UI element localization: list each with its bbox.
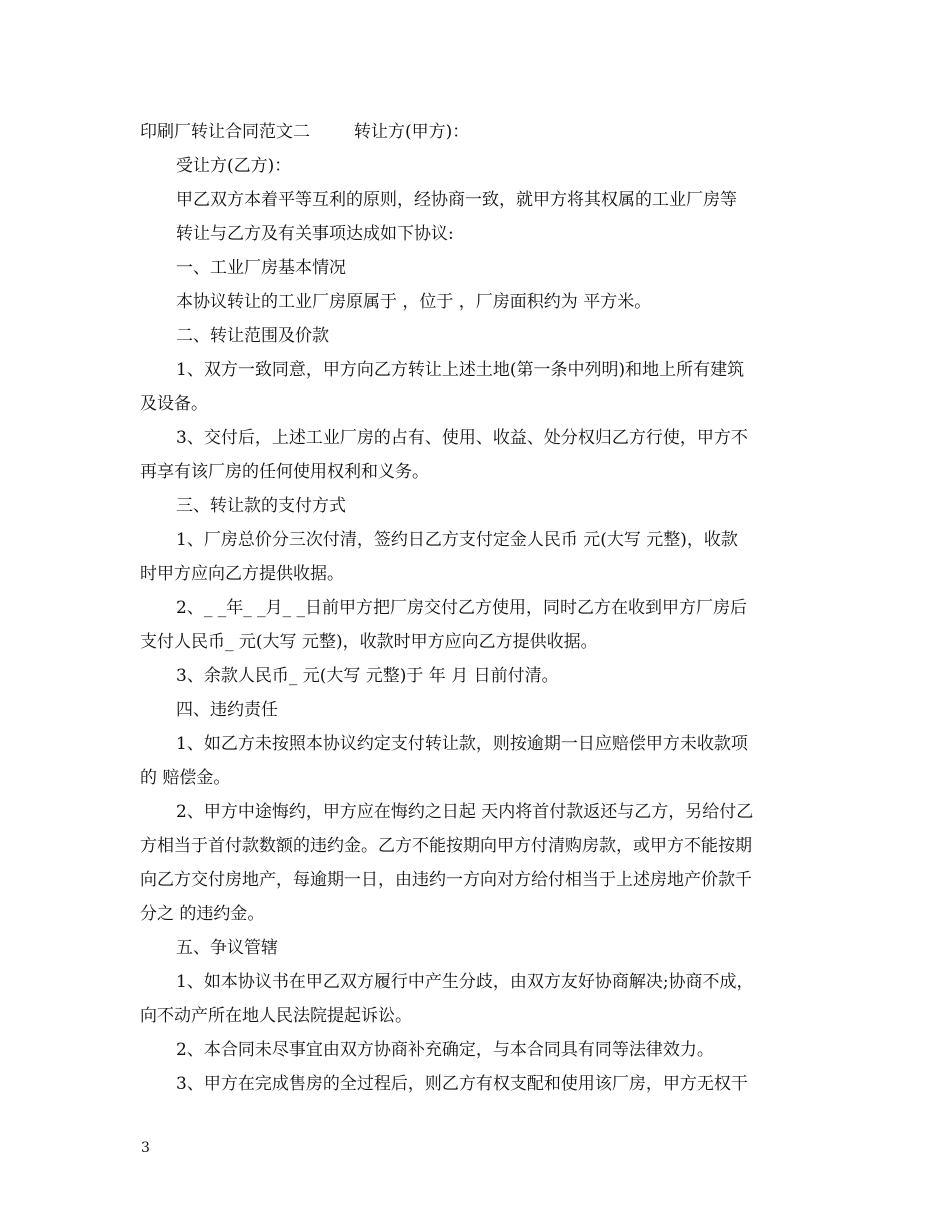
title-line xyxy=(140,115,469,149)
section-heading: 一、工业厂房基本情况 xyxy=(176,258,346,278)
paragraph-line: 的 赔偿金。 xyxy=(140,768,231,788)
section-heading: 三、转让款的支付方式 xyxy=(176,496,346,516)
paragraph-line: 3、余款人民币_ 元(大写 元整)于 年 月 日前付清。 xyxy=(176,666,559,686)
paragraph-line: 2、_ _年_ _月_ _日前甲方把厂房交付乙方使用，同时乙方在收到甲方厂房后 xyxy=(176,598,748,618)
paragraph-line: 受让方(乙方)： xyxy=(176,156,292,176)
paragraph-line: 1、双方一致同意，甲方向乙方转让上述土地(第一条中列明)和地上所有建筑 xyxy=(176,360,745,380)
page-number: 3 xyxy=(141,1140,150,1156)
paragraph-line: 甲乙双方本着平等互利的原则，经协商一致，就甲方将其权属的工业厂房等 xyxy=(176,190,737,210)
document-title: 印刷厂转让合同范文二 xyxy=(140,122,310,142)
paragraph-line: 转让与乙方及有关事项达成如下协议: xyxy=(176,224,454,244)
paragraph-line: 1、厂房总价分三次付清，签约日乙方支付定金人民币 元(大写 元整)，收款 xyxy=(176,530,738,550)
paragraph-line: 方相当于首付款数额的违约金。乙方不能按期向甲方付清购房款，或甲方不能按期 xyxy=(140,836,752,856)
paragraph-line: 本协议转让的工业厂房原属于 ，位于 ，厂房面积约为 平方米。 xyxy=(176,292,652,312)
paragraph-line: 向不动产所在地人民法院提起诉讼。 xyxy=(140,1006,412,1026)
paragraph-line: 时甲方应向乙方提供收据。 xyxy=(140,564,344,584)
paragraph-line: 支付人民币_ 元(大写 元整)，收款时甲方应向乙方提供收据。 xyxy=(140,632,598,652)
paragraph-line: 向乙方交付房地产，每逾期一日，由违约一方向对方给付相当于上述房地产价款千 xyxy=(140,870,752,890)
section-heading: 五、争议管辖 xyxy=(176,938,278,958)
paragraph-line: 3、交付后，上述工业厂房的占有、使用、收益、处分权归乙方行使，甲方不 xyxy=(176,428,748,448)
section-heading: 四、违约责任 xyxy=(176,700,278,720)
paragraph-line: 2、甲方中途悔约，甲方应在悔约之日起 天内将首付款返还与乙方，另给付乙 xyxy=(176,802,754,822)
paragraph-line: 分之 的违约金。 xyxy=(140,904,265,924)
transferor-label: 转让方(甲方)： xyxy=(354,122,470,142)
paragraph-line: 2、本合同未尽事宜由双方协商补充确定，与本合同具有同等法律效力。 xyxy=(176,1040,714,1060)
paragraph-line: 1、如本协议书在甲乙双方履行中产生分歧，由双方友好协商解决;协商不成， xyxy=(176,972,754,992)
paragraph-line: 3、甲方在完成售房的全过程后，则乙方有权支配和使用该厂房，甲方无权干 xyxy=(176,1074,748,1094)
paragraph-line: 1、如乙方未按照本协议约定支付转让款，则按逾期一日应赔偿甲方未收款项 xyxy=(176,734,748,754)
paragraph-line: 再享有该厂房的任何使用权利和义务。 xyxy=(140,462,429,482)
paragraph-line: 及设备。 xyxy=(140,394,208,414)
section-heading: 二、转让范围及价款 xyxy=(176,326,329,346)
